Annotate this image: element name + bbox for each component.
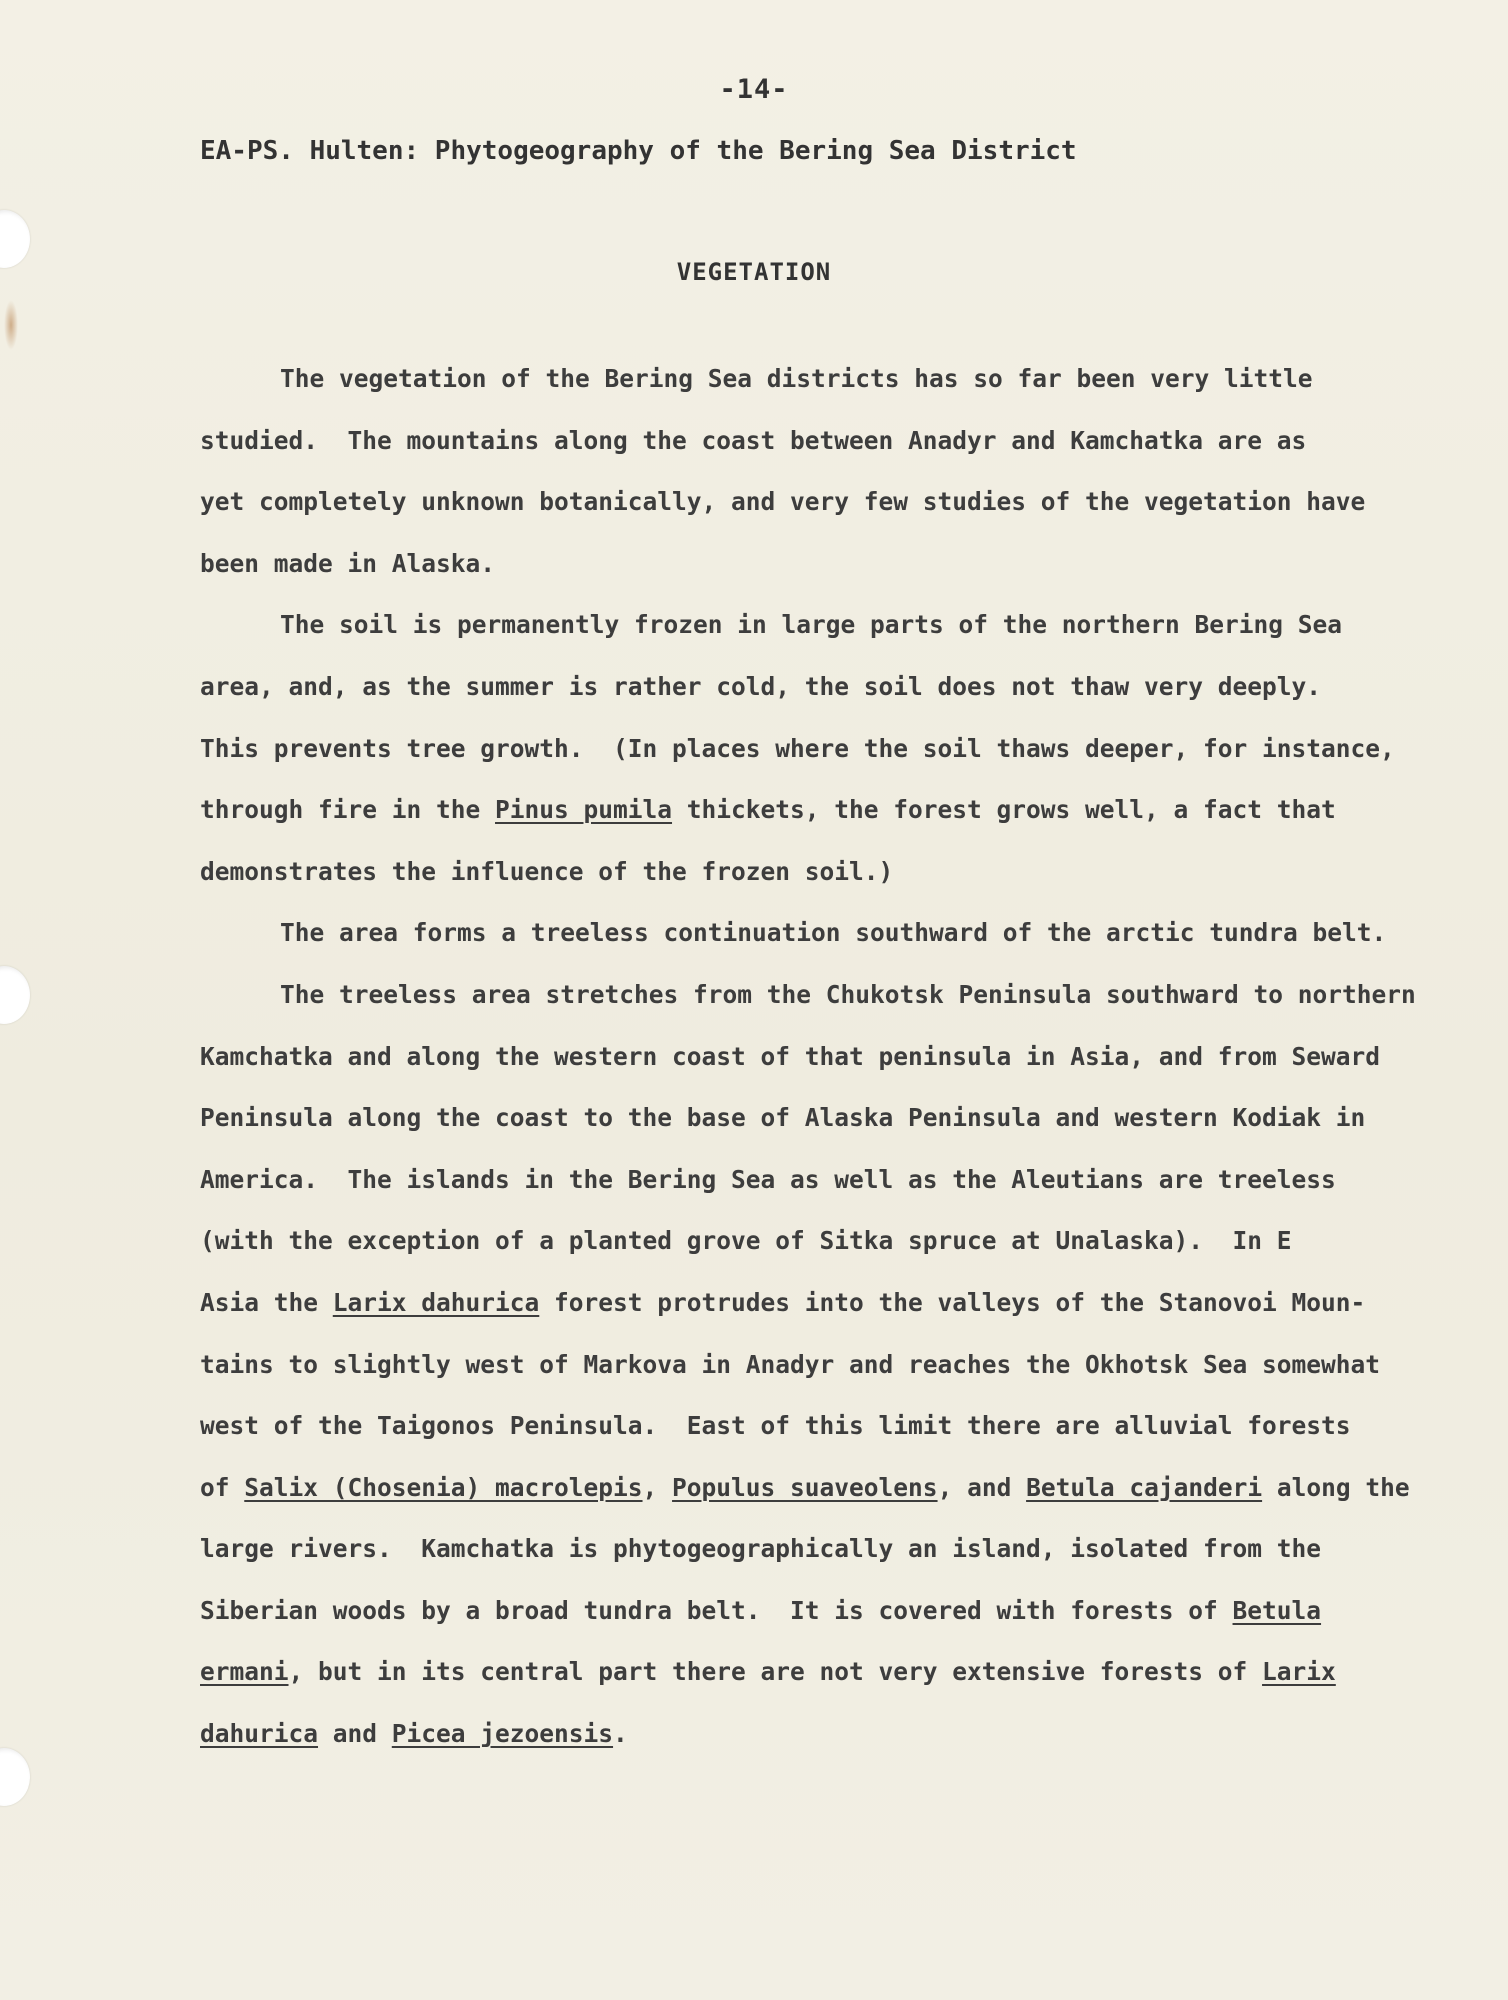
species-name: Larix dahurica <box>332 1287 540 1317</box>
text-segment: tains to slightly west of Markova in Anadyr and reaches the Okhotsk Sea somewhat <box>200 1349 1381 1379</box>
text-segment: , <box>642 1472 673 1502</box>
text-line <box>200 1087 1470 1149</box>
text-line <box>200 1457 1470 1519</box>
punch-hole <box>0 966 30 1024</box>
text-segment: (with the exception of a planted grove of Sitka spruce at Unalaska). In E <box>200 1226 1292 1256</box>
text-segment: yet completely unknown botanically, and very few studies of the vegetation have <box>200 487 1366 517</box>
text-segment: The soil is permanently frozen in large parts of the northern Bering Sea <box>280 610 1343 640</box>
text-segment: of <box>200 1472 245 1502</box>
document-header: EA-PS. Hulten: Phytogeography of the Bering Sea District <box>200 136 1077 166</box>
text-line <box>200 656 1470 718</box>
text-segment: The vegetation of the Bering Sea districts has so far been very little <box>280 364 1313 393</box>
text-segment: studied. The mountains along the coast between Anadyr and Kamchatka are as <box>200 425 1307 455</box>
page-number: -14- <box>719 74 789 105</box>
text-segment: west of the Taigonos Peninsula. East of this limit there are alluvial forests <box>200 1411 1351 1441</box>
paper-stain <box>4 300 18 350</box>
text-line <box>200 1026 1470 1088</box>
text-segment: Asia the <box>200 1287 333 1317</box>
text-segment: Siberian woods by a broad tundra belt. It is covered with forests of <box>200 1595 1233 1625</box>
text-segment: through fire in the <box>200 795 496 825</box>
species-name: Populus suaveolens <box>672 1472 938 1502</box>
species-name: Betula cajanderi <box>1026 1472 1263 1502</box>
text-line <box>200 410 1470 472</box>
text-segment: America. The islands in the Bering Sea as well as the Aleutians are treeless <box>200 1164 1336 1194</box>
text-line <box>200 718 1470 780</box>
text-line <box>200 902 1470 964</box>
text-segment: been made in Alaska. <box>200 548 496 578</box>
section-title: VEGETATION <box>676 258 832 286</box>
text-line <box>200 594 1470 656</box>
text-line <box>200 471 1470 533</box>
text-line <box>200 1272 1470 1334</box>
text-segment: Kamchatka and along the western coast of that peninsula in Asia, and from Seward <box>200 1041 1381 1071</box>
text-segment: The treeless area stretches from the Chukotsk Peninsula southward to northern <box>280 979 1416 1009</box>
text-line <box>200 1518 1470 1580</box>
text-segment: This prevents tree growth. (In places where the soil thaws deeper, for instance, <box>200 733 1395 763</box>
text-segment: large rivers. Kamchatka is phytogeographically an island, isolated from the <box>200 1534 1322 1564</box>
text-line <box>200 964 1470 1026</box>
species-name: Picea jezoensis <box>391 1719 614 1749</box>
text-line <box>200 841 1470 903</box>
body-text <box>200 348 1470 1765</box>
text-line <box>200 1580 1470 1642</box>
species-name: Pinus pumila <box>495 795 673 825</box>
text-line <box>200 1641 1470 1703</box>
text-segment: Peninsula along the coast to the base of Alaska Peninsula and western Kodiak in <box>200 1103 1366 1133</box>
text-segment: , and <box>937 1472 1027 1502</box>
text-segment: forest protrudes into the valleys of the Stanovoi Moun- <box>539 1287 1366 1317</box>
text-segment: area, and, as the summer is rather cold, the soil does not thaw very deeply. <box>200 671 1322 701</box>
text-segment: and <box>318 1719 392 1749</box>
text-segment: . <box>613 1719 628 1749</box>
text-segment: demonstrates the influence of the frozen soil.) <box>200 856 894 886</box>
species-name: Betula <box>1232 1595 1322 1625</box>
text-segment: along the <box>1262 1472 1410 1502</box>
species-name: Salix (Chosenia) macrolepis <box>244 1472 643 1502</box>
text-line <box>200 348 1470 410</box>
text-segment: The area forms a treeless continuation southward of the arctic tundra belt. <box>280 918 1387 948</box>
text-line <box>200 1395 1470 1457</box>
text-line <box>200 779 1470 841</box>
text-line <box>200 1149 1470 1211</box>
species-name: ermani <box>200 1657 289 1687</box>
text-segment: thickets, the forest grows well, a fact that <box>672 795 1336 825</box>
species-name: Larix <box>1262 1657 1336 1687</box>
text-segment: , but in its central part there are not very extensive forests of <box>288 1657 1263 1687</box>
punch-hole <box>0 1748 30 1806</box>
text-line <box>200 1210 1470 1272</box>
text-line <box>200 533 1470 595</box>
text-line <box>200 1334 1470 1396</box>
text-line <box>200 1703 1470 1765</box>
species-name: dahurica <box>200 1719 319 1749</box>
